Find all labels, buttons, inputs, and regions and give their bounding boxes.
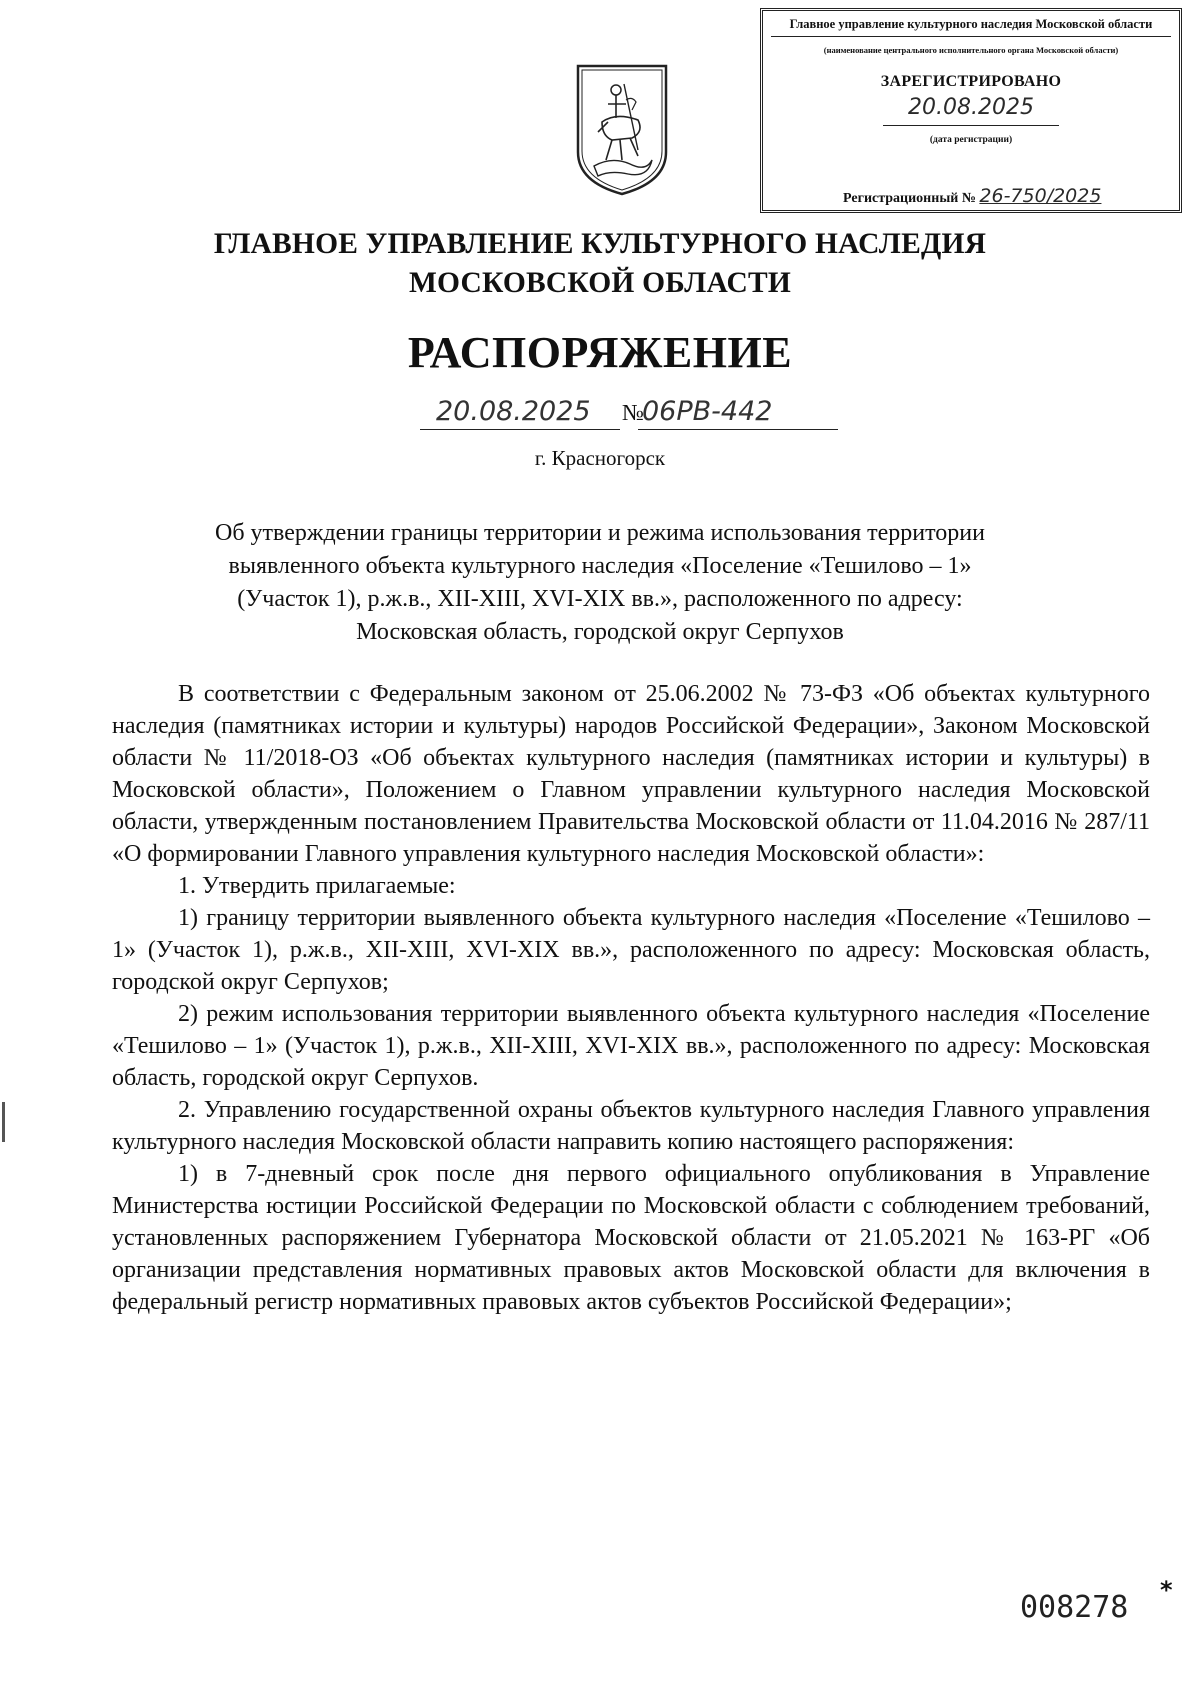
coat-of-arms-icon [572,60,672,198]
stamp-organization: Главное управление культурного наследия Московской области [771,17,1171,37]
date-underline [420,429,620,430]
document-number: 06РВ-442 [642,396,773,427]
item-2: 2. Управлению государственной охраны объектов культурного наследия Главного управления культурного наследия Московской области направить копию настоящего распоряжения: [112,1097,1150,1155]
item-1: 1. Утвердить прилагаемые: [178,873,456,899]
stamp-title: ЗАРЕГИСТРИРОВАНО [880,73,1062,90]
item-1-2: 2) режим использования территории выявленного объекта культурного наследия «Поселение «Тешилово – 1» (Участок 1), р.ж.в., XII-XIII, XVI-XIX вв.», расположенного по адресу: Московская область, городской округ Серпухов. [112,1001,1150,1091]
item-2-1: 1) в 7-дневный срок после дня первого официального опубликования в Управление Министерства юстиции Российской Федерации по Московской области с соблюдением требований, установленных распоряжением Губернатора Московской области от 21.05.2021 № 163-РГ «Об организации представления нормативных правовых актов Московской области для включения в федеральный регистр нормативных правовых актов субъектов Российской Федерации»; [112,1161,1150,1315]
stamp-registration-number [843,185,1167,207]
document-type-title: РАСПОРЯЖЕНИЕ [407,328,793,377]
document-body [112,678,1150,1318]
subject-line: выявленного объекта культурного наследия «Поселение «Тешилово – 1» [228,553,972,579]
stamp-organization-note: (наименование центрального исполнительного органа Московской области) [823,45,1119,55]
stamp-registration-date: 20.08.2025 [883,95,1059,126]
stamp-date-note: (дата регистрации) [929,135,1013,145]
stamp-regno-value: 26-750/2025 [979,185,1102,207]
subject-line: Московская область, городской округ Серпухов [356,619,844,645]
item-1-1: 1) границу территории выявленного объекта культурного наследия «Поселение «Тешилово – 1» (Участок 1), р.ж.в., XII-XIII, XVI-XIX вв.», расположенного по адресу: Московская область, городской округ Серпухов; [112,905,1150,995]
scan-edge-mark [2,1102,5,1142]
subject-line: (Участок 1), р.ж.в., XII-XIII, XVI-XIX вв.», расположенного по адресу: [237,586,963,612]
document-subject [140,517,1060,649]
number-sign: № [622,400,644,425]
preamble-paragraph: В соответствии с Федеральным законом от 25.06.2002 № 73-ФЗ «Об объектах культурного наследия (памятниках истории и культуры) народов Российской Федерации», Законом Московской области № 11/2018-ОЗ «Об объектах культурного наследия (памятниках истории и культуры) в Московской области», Положением о Главном управлении культурного наследия Московской области, утвержденным постановлением Правительства Московской области от 11.04.2016 № 287/11 «О формировании Главного управления культурного наследия Московской области»: [112,681,1150,867]
subject-line: Об утверждении границы территории и режима использования территории [215,520,985,546]
number-underline [638,429,838,430]
document-date: 20.08.2025 [436,396,591,427]
serial-star-mark: * [1160,1576,1173,1604]
document-date-number-line [420,396,840,430]
registration-stamp [760,8,1182,213]
document-city: г. Красногорск [534,446,666,470]
form-serial-number: 008278 [1020,1590,1129,1625]
stamp-regno-label: Регистрационный № [843,191,976,206]
organization-name-line1: ГЛАВНОЕ УПРАВЛЕНИЕ КУЛЬТУРНОГО НАСЛЕДИЯ [213,228,987,260]
organization-name-line2: МОСКОВСКОЙ ОБЛАСТИ [408,267,791,299]
